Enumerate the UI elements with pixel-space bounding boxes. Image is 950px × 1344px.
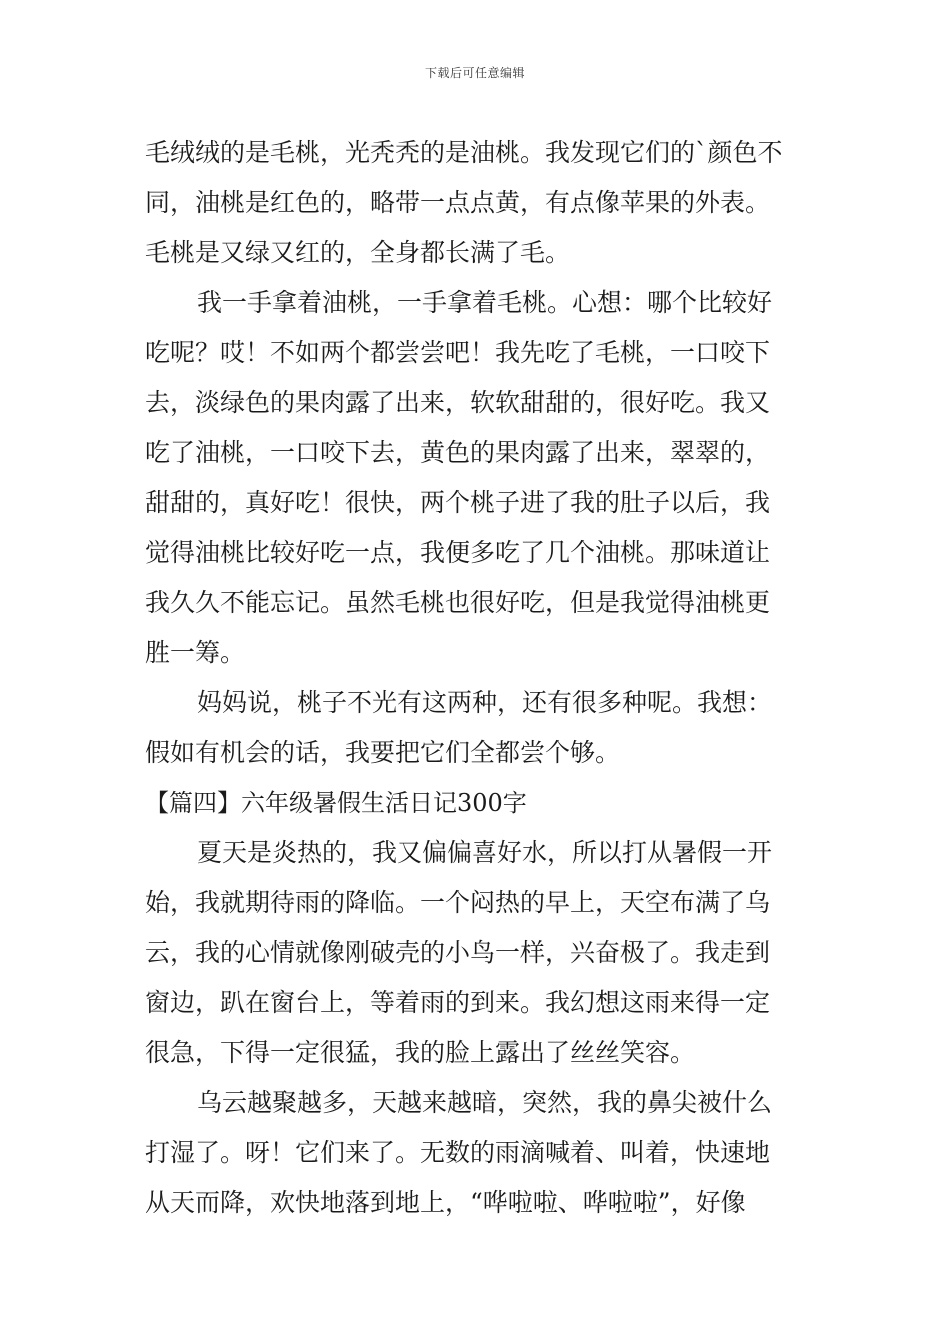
text-line: 毛桃是又绿又红的，全身都长满了毛。 bbox=[145, 238, 571, 267]
document-body bbox=[145, 128, 815, 1228]
text-line: 假如有机会的话，我要把它们全都尝个够。 bbox=[145, 738, 621, 767]
paragraph-start-line: 妈妈说，桃子不光有这两种，还有很多种呢。我想： bbox=[197, 688, 773, 717]
text-line: 毛绒绒的是毛桃，光秃秃的是油桃。我发现它们的`颜色不 bbox=[145, 138, 783, 167]
text-line: 从天而降，欢快地落到地上，“哗啦啦、哗啦啦”，好像 bbox=[145, 1188, 746, 1217]
text-line: 窗边，趴在窗台上，等着雨的到来。我幻想这雨来得一定 bbox=[145, 988, 771, 1017]
text-line: 始，我就期待雨的降临。一个闷热的早上，天空布满了乌 bbox=[145, 888, 771, 917]
page-header: 下载后可任意编辑 bbox=[424, 66, 525, 80]
text-line: 吃了油桃，一口咬下去，黄色的果肉露了出来，翠翠的， bbox=[145, 438, 771, 467]
text-line: 云，我的心情就像刚破壳的小鸟一样，兴奋极了。我走到 bbox=[145, 938, 771, 967]
text-line: 去，淡绿色的果肉露了出来，软软甜甜的，很好吃。我又 bbox=[145, 388, 771, 417]
text-line: 我久久不能忘记。虽然毛桃也很好吃，但是我觉得油桃更 bbox=[145, 588, 771, 617]
paragraph-start-line: 乌云越聚越多，天越来越暗，突然，我的鼻尖被什么 bbox=[197, 1088, 773, 1117]
text-line: 觉得油桃比较好吃一点，我便多吃了几个油桃。那味道让 bbox=[145, 538, 771, 567]
paragraph-start-line: 我一手拿着油桃，一手拿着毛桃。心想：哪个比较好 bbox=[197, 288, 773, 317]
text-line: 很急，下得一定很猛，我的脸上露出了丝丝笑容。 bbox=[145, 1038, 696, 1067]
text-line: 吃呢？哎！不如两个都尝尝吧！我先吃了毛桃，一口咬下 bbox=[145, 338, 771, 367]
section-heading: 【篇四】六年级暑假生活日记300字 bbox=[145, 789, 527, 817]
text-line: 甜甜的，真好吃！很快，两个桃子进了我的肚子以后，我 bbox=[145, 488, 771, 517]
text-line: 同，油桃是红色的，略带一点点黄，有点像苹果的外表。 bbox=[145, 188, 771, 217]
paragraph-start-line: 夏天是炎热的，我又偏偏喜好水，所以打从暑假一开 bbox=[197, 838, 773, 867]
text-line: 打湿了。呀！它们来了。无数的雨滴喊着、叫着，快速地 bbox=[145, 1138, 771, 1167]
text-line: 胜一筹。 bbox=[145, 638, 246, 667]
